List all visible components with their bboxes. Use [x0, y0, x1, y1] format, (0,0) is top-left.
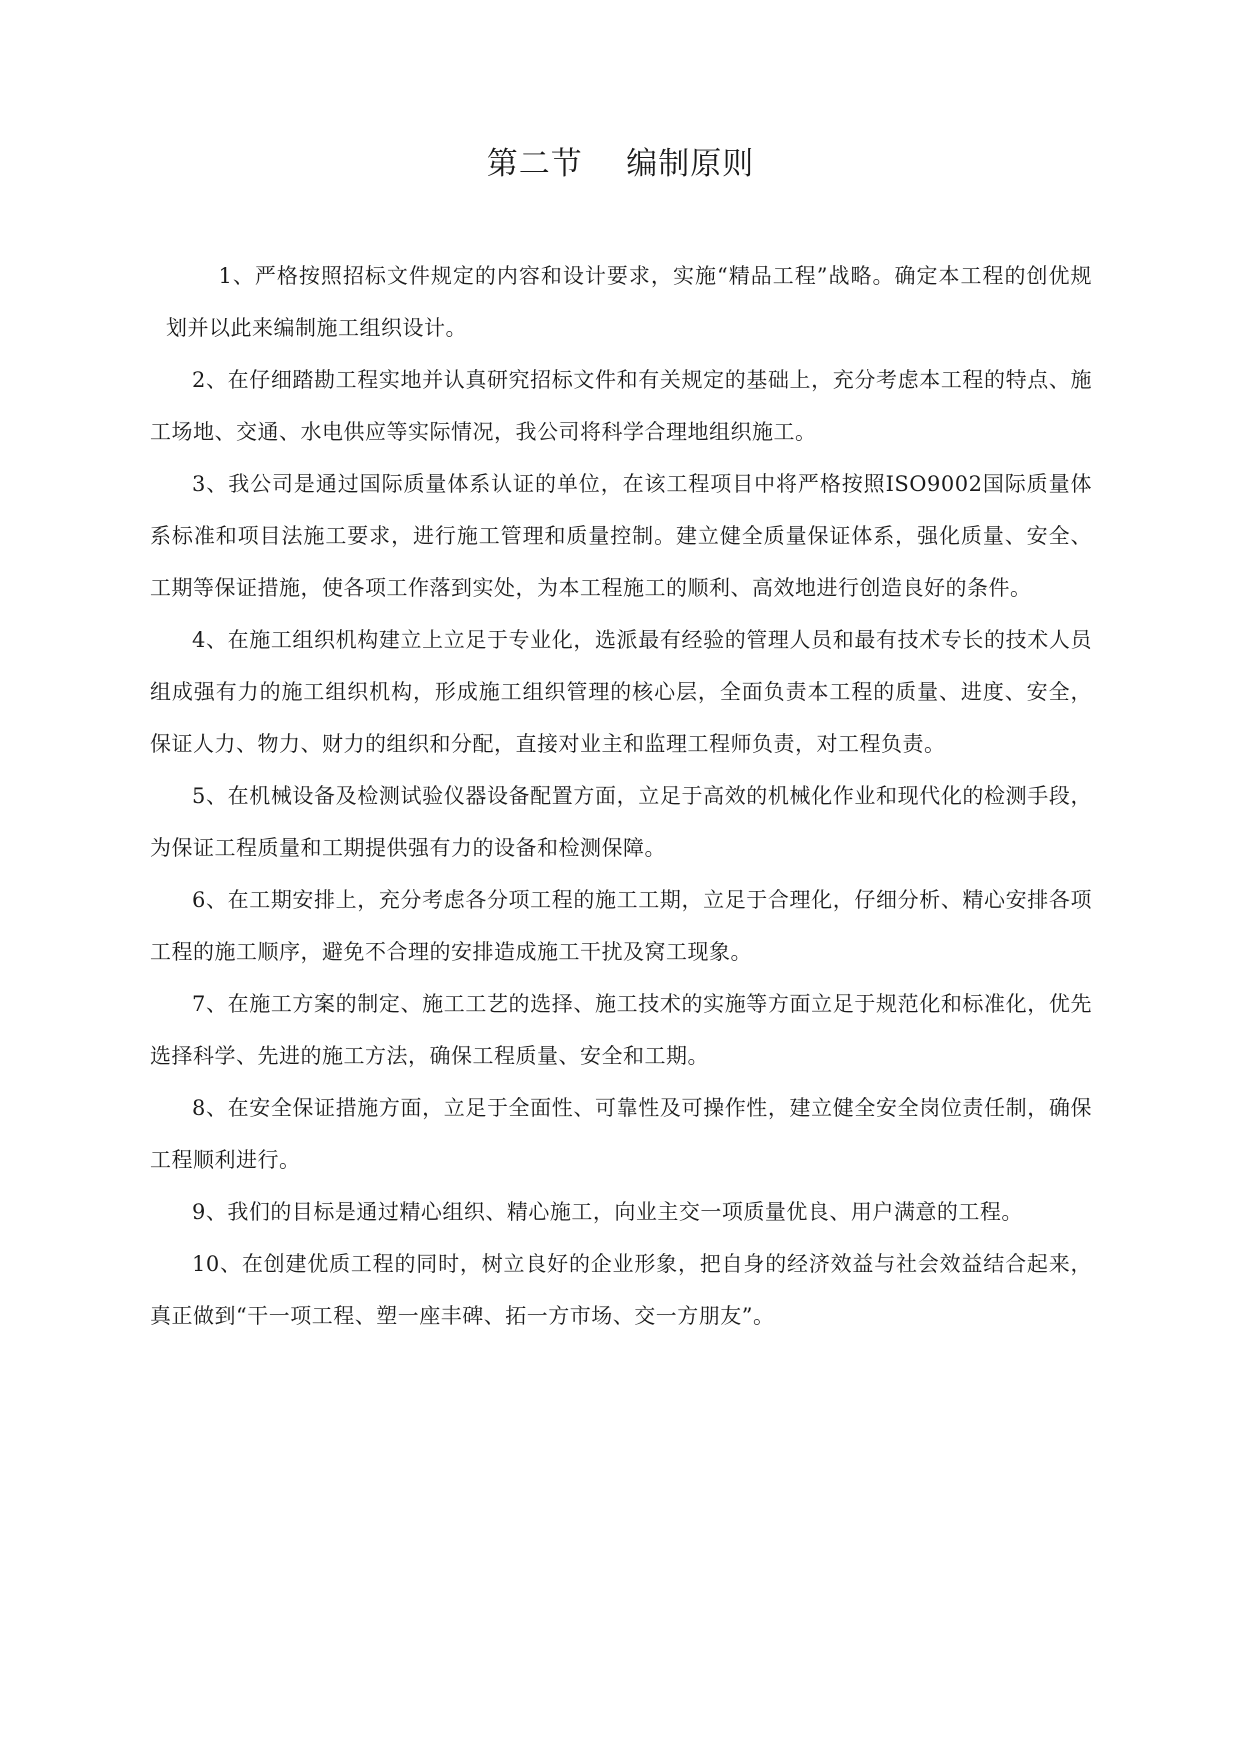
paragraph-7: 7、在施工方案的制定、施工工艺的选择、施工技术的实施等方面立足于规范化和标准化，优先选择科学、先进的施工方法，确保工程质量、安全和工期。: [150, 992, 1092, 1068]
paragraph-10: 10、在创建优质工程的同时，树立良好的企业形象，把自身的经济效益与社会效益结合起来，真正做到“干一项工程、塑一座丰碑、拓一方市场、交一方朋友”。: [150, 1252, 1092, 1328]
section-title: 第二节 编制原则: [486, 146, 755, 182]
paragraph-9: 9、我们的目标是通过精心组织、精心施工，向业主交一项质量优良、用户满意的工程。: [192, 1200, 1023, 1224]
paragraph-6: 6、在工期安排上，充分考虑各分项工程的施工工期，立足于合理化，仔细分析、精心安排各项工程的施工顺序，避免不合理的安排造成施工干扰及窝工现象。: [150, 888, 1092, 964]
paragraph-5: 5、在机械设备及检测试验仪器设备配置方面，立足于高效的机械化作业和现代化的检测手段，为保证工程质量和工期提供强有力的设备和检测保障。: [150, 784, 1092, 860]
paragraph-8: 8、在安全保证措施方面，立足于全面性、可靠性及可操作性，建立健全安全岗位责任制，确保工程顺利进行。: [150, 1096, 1092, 1172]
paragraph-2: 2、在仔细踏勘工程实地并认真研究招标文件和有关规定的基础上，充分考虑本工程的特点、施工场地、交通、水电供应等实际情况，我公司将科学合理地组织施工。: [150, 368, 1092, 444]
paragraph-4: 4、在施工组织机构建立上立足于专业化，选派最有经验的管理人员和最有技术专长的技术人员组成强有力的施工组织机构，形成施工组织管理的核心层，全面负责本工程的质量、进度、安全，保证人力、物力、财力的组织和分配，直接对业主和监理工程师负责，对工程负责。: [150, 628, 1092, 756]
paragraph-3: 3、我公司是通过国际质量体系认证的单位，在该工程项目中将严格按照ISO9002国际质量体系标准和项目法施工要求，进行施工管理和质量控制。建立健全质量保证体系，强化质量、安全、工期等保证措施，使各项工作落到实处，为本工程施工的顺利、高效地进行创造良好的条件。: [150, 472, 1092, 600]
paragraph-1: 1、严格按照招标文件规定的内容和设计要求，实施“精品工程”战略。确定本工程的创优规划并以此来编制施工组织设计。: [166, 264, 1092, 340]
document-body: [150, 250, 1092, 1342]
